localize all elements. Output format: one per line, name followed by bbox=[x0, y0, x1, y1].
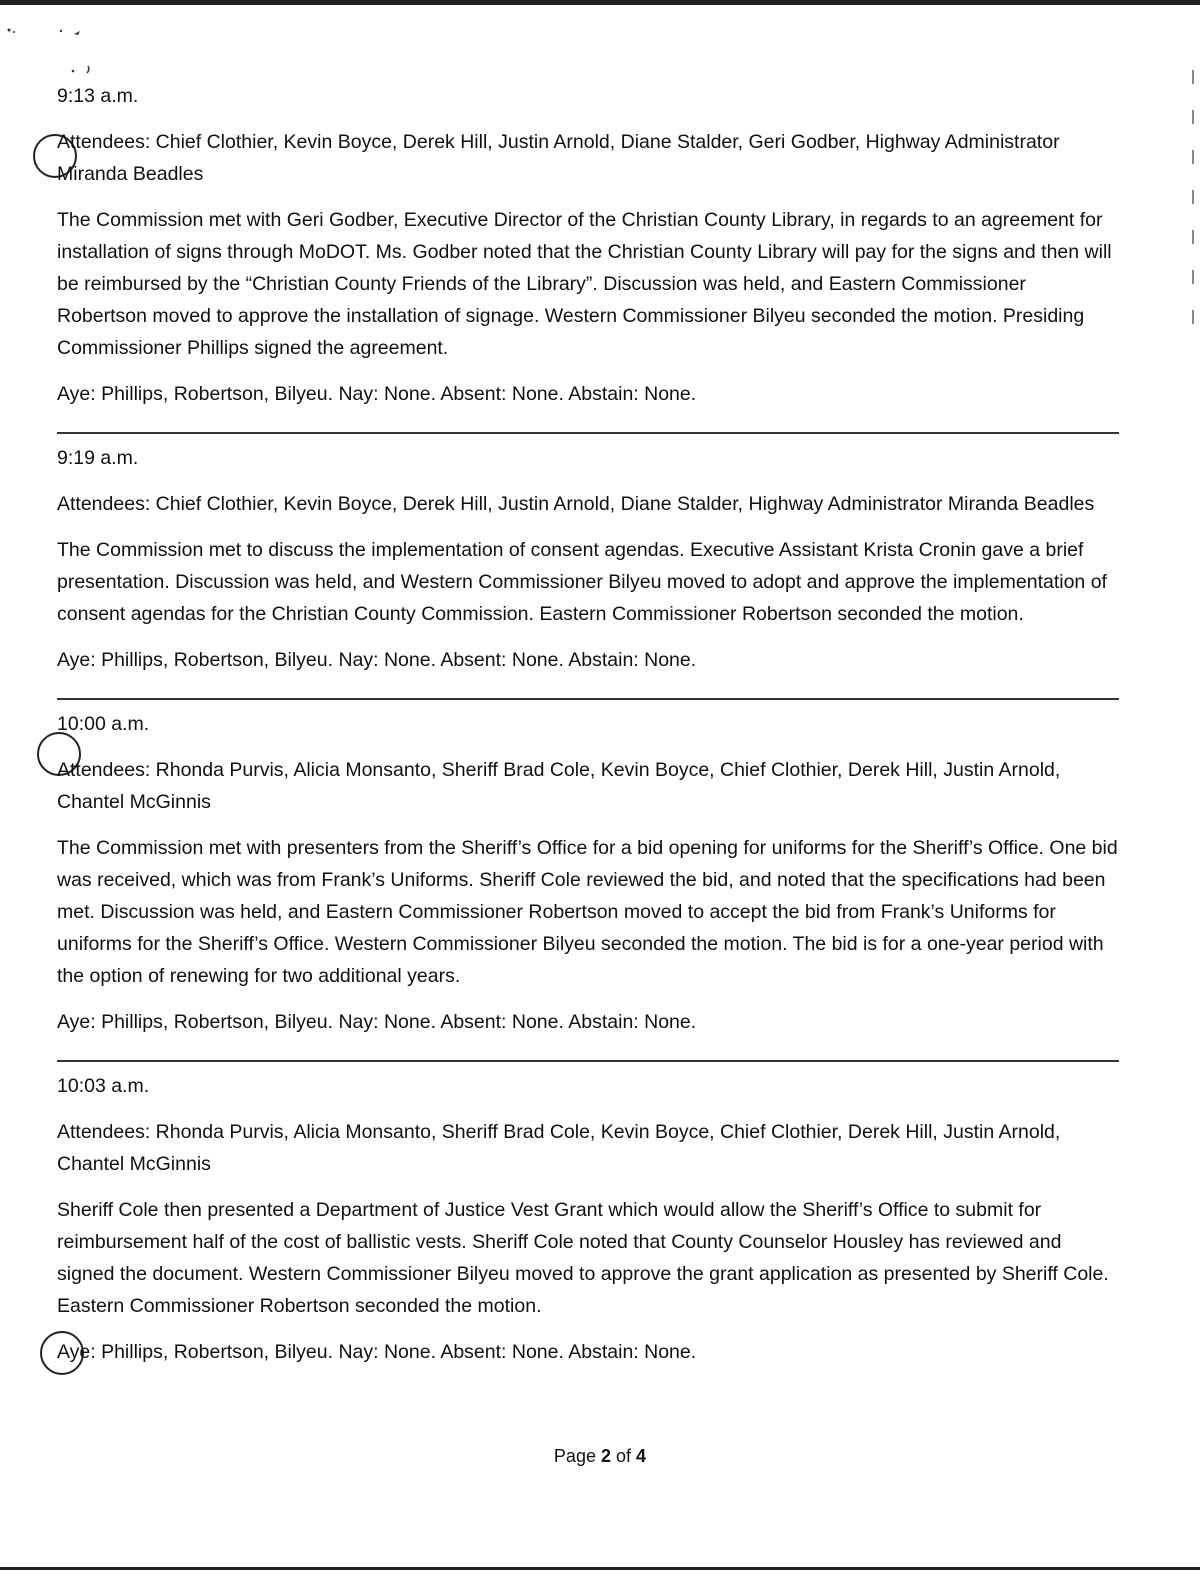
section-body: Sheriff Cole then presented a Department of Justice Vest Grant which would allow the Sheriff’s Office to submit for reimbursement half of the cost of ballistic vests. Sheriff Cole noted that County Counselor Housley has reviewed and signed the document. Western Commissioner Bilyeu moved to approve the grant application as presented by Sheriff Cole. Eastern Commissioner Robertson seconded the motion. bbox=[57, 1199, 1109, 1317]
section-attendees: Attendees: Chief Clothier, Kevin Boyce, Derek Hill, Justin Arnold, Diane Stalder, Geri Godber, Highway Administrator Miranda Beadles bbox=[57, 131, 1060, 185]
section-vote: Aye: Phillips, Robertson, Bilyeu. Nay: None. Absent: None. Abstain: None. bbox=[57, 1341, 697, 1363]
section-attendees: Attendees: Rhonda Purvis, Alicia Monsanto, Sheriff Brad Cole, Kevin Boyce, Chief Clothier, Derek Hill, Justin Arnold, Chantel McGinnis bbox=[57, 1121, 1061, 1175]
section-time: 9:13 a.m. bbox=[57, 85, 139, 107]
section-vote: Aye: Phillips, Robertson, Bilyeu. Nay: None. Absent: None. Abstain: None. bbox=[57, 383, 697, 405]
section-attendees: Attendees: Rhonda Purvis, Alicia Monsanto, Sheriff Brad Cole, Kevin Boyce, Chief Clothier, Derek Hill, Justin Arnold, Chantel McGinnis bbox=[57, 759, 1061, 813]
minutes-section bbox=[57, 1070, 1119, 1368]
section-vote: Aye: Phillips, Robertson, Bilyeu. Nay: None. Absent: None. Abstain: None. bbox=[57, 1011, 697, 1033]
footer-page-word: Page bbox=[553, 1446, 596, 1466]
section-divider bbox=[57, 432, 1119, 434]
section-time: 9:19 a.m. bbox=[57, 447, 139, 469]
section-body: The Commission met with presenters from the Sheriff’s Office for a bid opening for uniforms for the Sheriff’s Office. One bid was received, which was from Frank’s Uniforms. Sheriff Cole reviewed the bid, and noted that the specifications had been met. Discussion was held, and Eastern Commissioner Robertson moved to accept the bid from Frank’s Uniforms for uniforms for the Sheriff’s Office. Western Commissioner Bilyeu seconded the motion. The bid is for a one-year period with the option of renewing for two additional years. bbox=[57, 837, 1118, 987]
section-vote: Aye: Phillips, Robertson, Bilyeu. Nay: None. Absent: None. Abstain: None. bbox=[57, 649, 697, 671]
footer-page-total: 4 bbox=[636, 1446, 647, 1466]
section-body: The Commission met with Geri Godber, Executive Director of the Christian County Library, in regards to an agreement for installation of signs through MoDOT. Ms. Godber noted that the Christian County Library will pay for the signs and then will be reimbursed by the “Christian County Friends of the Library”. Discussion was held, and Eastern Commissioner Robertson moved to approve the installation of signage. Western Commissioner Bilyeu seconded the motion. Presiding Commissioner Phillips signed the agreement. bbox=[57, 209, 1112, 359]
minutes-content bbox=[57, 80, 1119, 1382]
section-time: 10:03 a.m. bbox=[57, 1075, 150, 1097]
footer-page-number: 2 bbox=[600, 1446, 611, 1466]
section-time: 10:00 a.m. bbox=[57, 713, 150, 735]
minutes-section bbox=[57, 80, 1119, 410]
scan-top-edge bbox=[0, 0, 1200, 5]
section-body: The Commission met to discuss the implementation of consent agendas. Executive Assistant Krista Cronin gave a brief presentation. Discussion was held, and Western Commissioner Bilyeu moved to adopt and approve the implementation of consent agendas for the Christian County Commission. Eastern Commissioner Robertson seconded the motion. bbox=[57, 539, 1107, 625]
minutes-section bbox=[57, 708, 1119, 1038]
footer-of-word: of bbox=[616, 1446, 632, 1466]
section-divider bbox=[57, 1060, 1119, 1062]
scan-margin-marks bbox=[1192, 70, 1194, 330]
section-divider bbox=[57, 698, 1119, 700]
scan-specks bbox=[6, 26, 96, 86]
section-attendees: Attendees: Chief Clothier, Kevin Boyce, Derek Hill, Justin Arnold, Diane Stalder, Highway Administrator Miranda Beadles bbox=[57, 493, 1095, 515]
minutes-section bbox=[57, 442, 1119, 676]
page-footer bbox=[0, 1440, 1200, 1472]
scan-bottom-edge bbox=[0, 1567, 1200, 1570]
